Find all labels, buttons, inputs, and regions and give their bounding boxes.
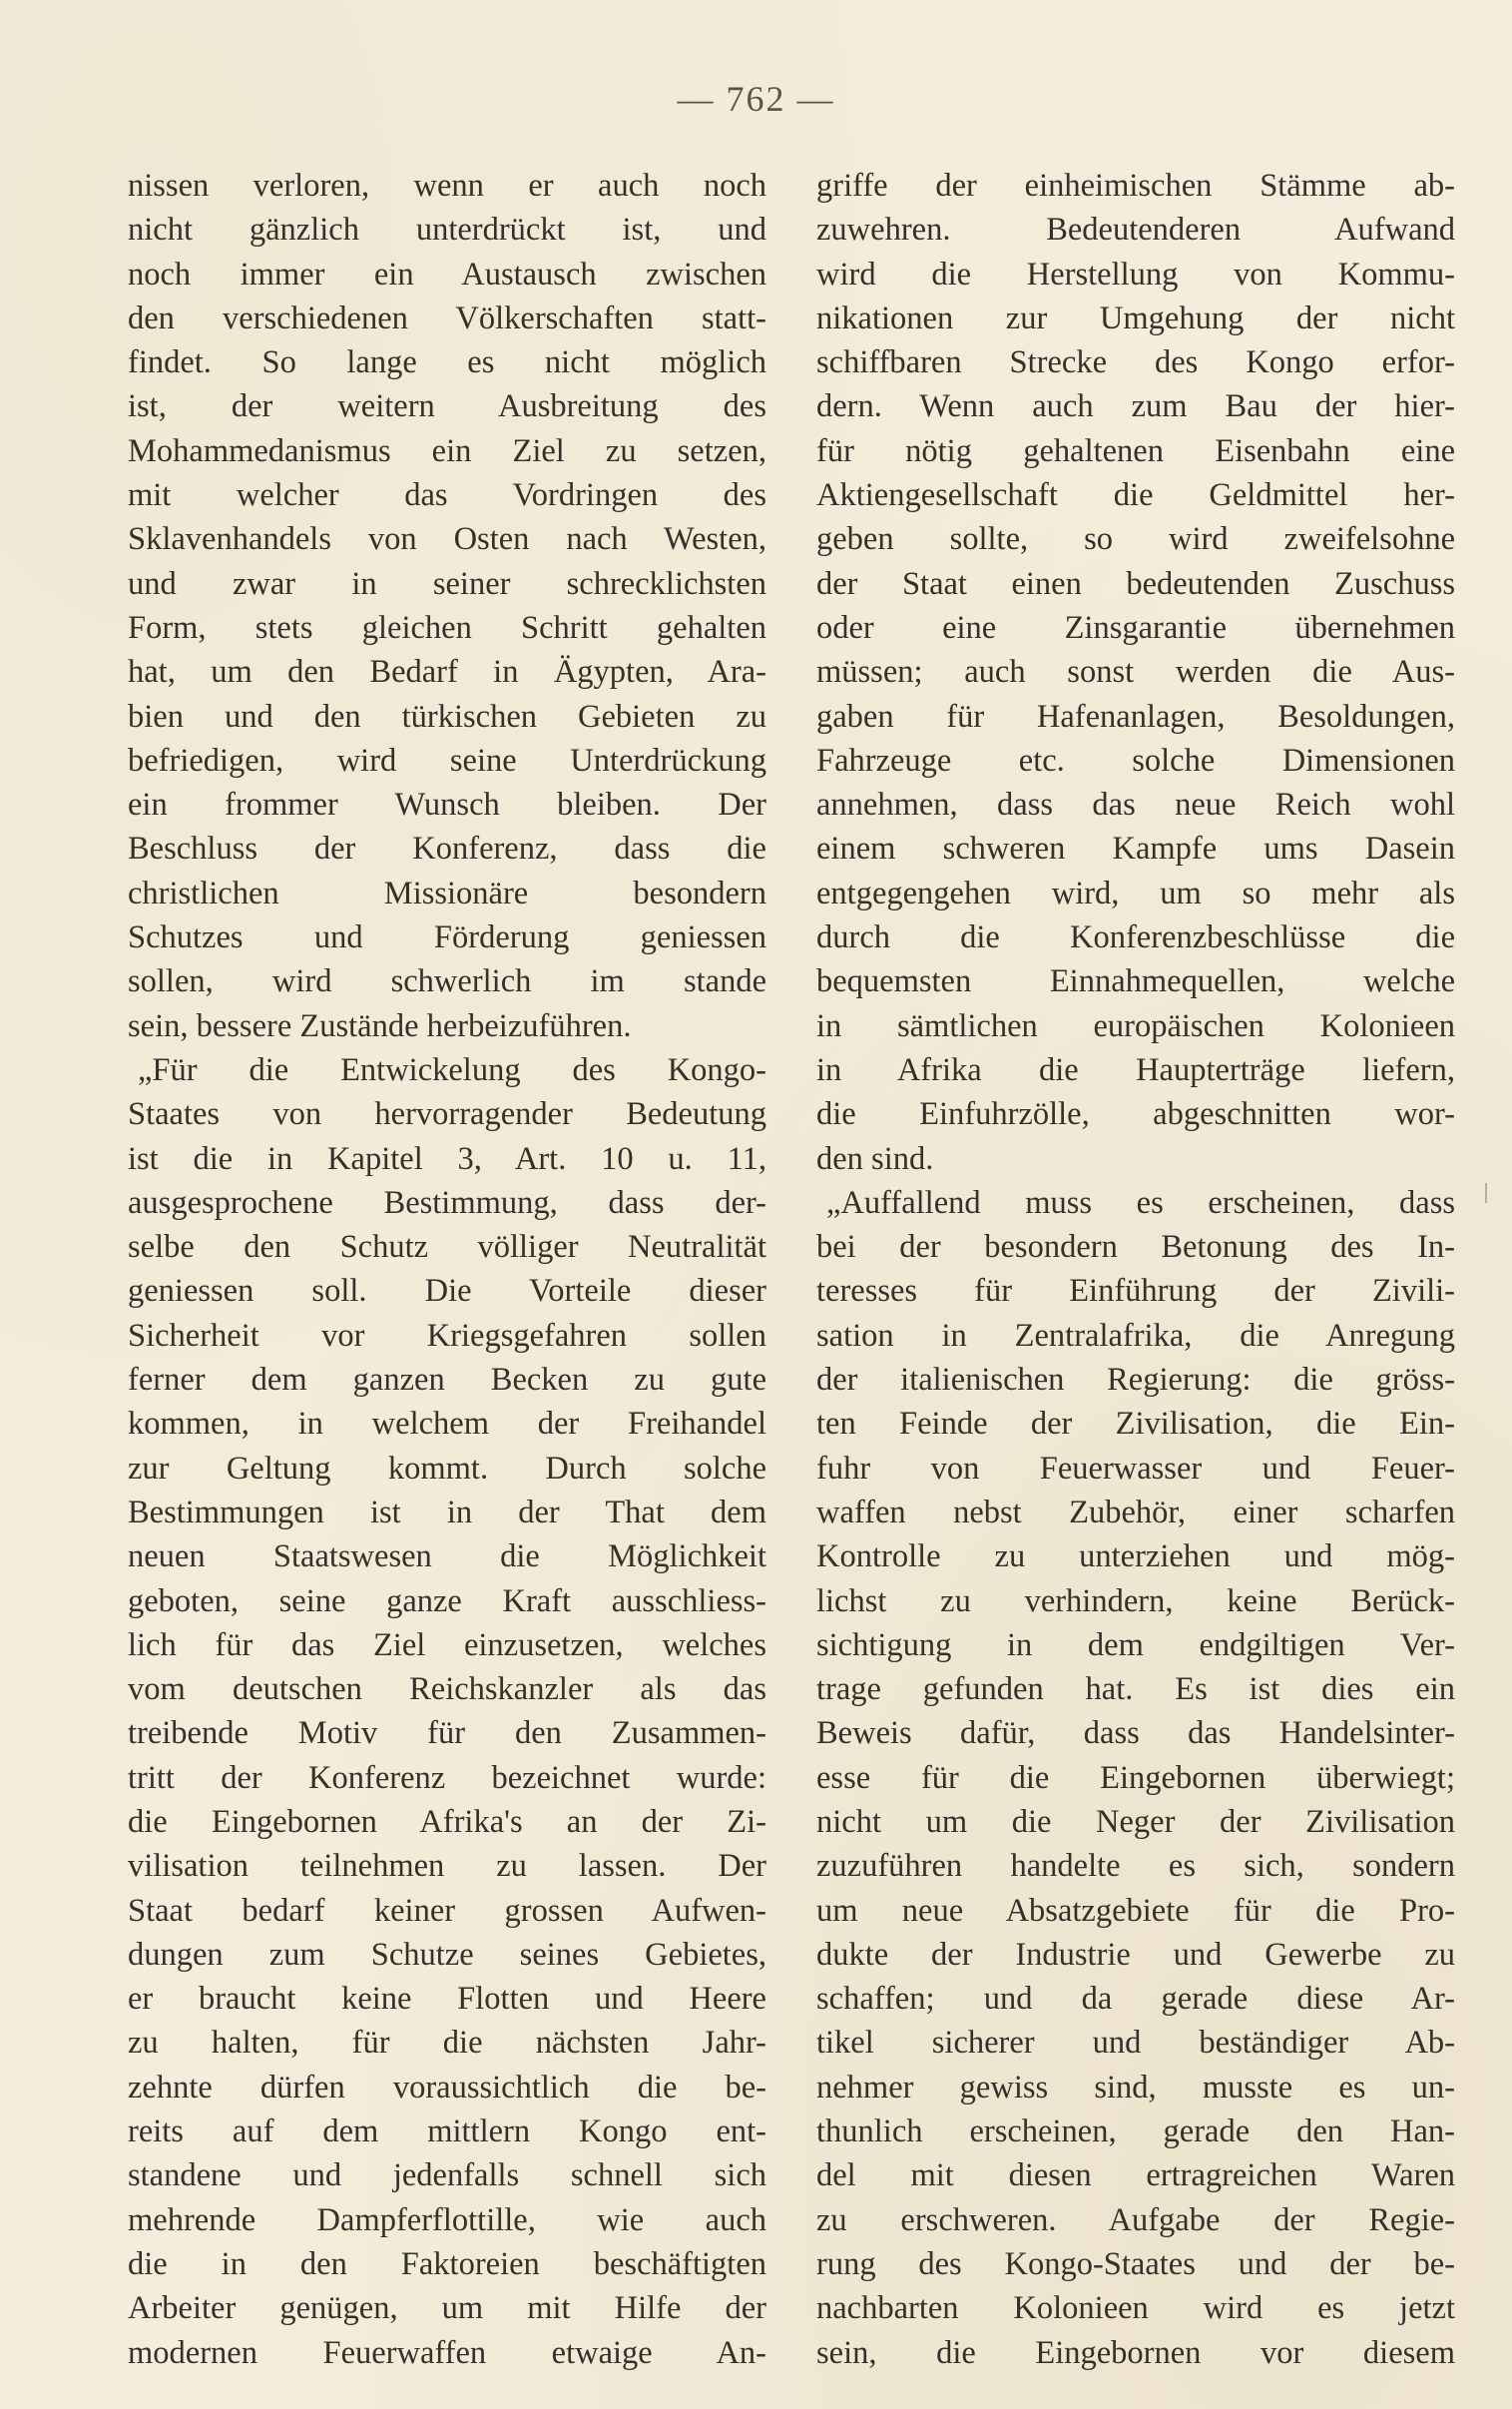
text-line: findet. So lange es nicht möglich — [128, 344, 766, 381]
text-line: bien und den türkischen Gebieten zu — [128, 698, 766, 735]
text-line: Mohammedanismus ein Ziel zu setzen, — [128, 432, 766, 469]
paragraph-start-line: „Auffallend muss es erscheinen, dass — [826, 1184, 1455, 1221]
text-line: trage gefunden hat. Es ist dies ein — [816, 1671, 1455, 1708]
text-line: standene und jedenfalls schnell sich — [128, 2157, 766, 2194]
text-line: in sämtlichen europäischen Kolonieen — [816, 1007, 1455, 1044]
text-line: zur Geltung kommt. Durch solche — [128, 1450, 766, 1487]
text-line: vilisation teilnehmen zu lassen. Der — [128, 1848, 766, 1885]
text-line: treibende Motiv für den Zusammen- — [128, 1715, 766, 1752]
text-line: tikel sicherer und beständiger Ab- — [816, 2025, 1455, 2062]
text-line: neuen Staatswesen die Möglichkeit — [128, 1538, 766, 1575]
text-line: zuwehren. Bedeutenderen Aufwand — [816, 212, 1455, 249]
text-line: mit welcher das Vordringen des — [128, 477, 766, 514]
text-line: Aktiengesellschaft die Geldmittel her- — [816, 477, 1455, 514]
text-line: sein, die Eingebornen vor diesem — [816, 2334, 1455, 2371]
text-line: sein, bessere Zustände herbeizuführen. — [128, 1007, 632, 1044]
text-line: rung des Kongo-Staates und der be- — [816, 2245, 1455, 2282]
text-line: Bestimmungen ist in der That dem — [128, 1494, 766, 1530]
text-line: Kontrolle zu unterziehen und mög- — [816, 1538, 1455, 1575]
text-line: zuzuführen handelte es sich, sondern — [816, 1848, 1455, 1885]
text-line: fuhr von Feuerwasser und Feuer- — [816, 1450, 1455, 1487]
text-line: schiffbaren Strecke des Kongo erfor- — [816, 344, 1455, 381]
text-line: nachbarten Kolonieen wird es jetzt — [816, 2290, 1455, 2327]
text-line: den sind. — [816, 1140, 934, 1177]
text-line: mehrende Dampferflottille, wie auch — [128, 2201, 766, 2238]
text-line: er braucht keine Flotten und Heere — [128, 1981, 766, 2018]
text-line: in Afrika die Haupterträge liefern, — [816, 1051, 1455, 1088]
text-line: für nötig gehaltenen Eisenbahn eine — [816, 432, 1455, 469]
text-line: ten Feinde der Zivilisation, die Ein- — [816, 1406, 1455, 1443]
text-line: noch immer ein Austausch zwischen — [128, 256, 766, 293]
text-line: Fahrzeuge etc. solche Dimensionen — [816, 742, 1455, 779]
text-line: del mit diesen ertragreichen Waren — [816, 2157, 1455, 2194]
text-line: Staates von hervorragender Bedeutung — [128, 1096, 766, 1133]
right-text-column — [816, 164, 1455, 2375]
text-line: bequemsten Einnahmequellen, welche — [816, 963, 1455, 1000]
text-line: modernen Feuerwaffen etwaige An- — [128, 2334, 766, 2371]
text-line: Beweis dafür, dass das Handelsinter- — [816, 1715, 1455, 1752]
text-line: oder eine Zinsgarantie übernehmen — [816, 609, 1455, 646]
text-line: nicht um die Neger der Zivilisation — [816, 1803, 1455, 1840]
text-line: vom deutschen Reichskanzler als das — [128, 1671, 766, 1708]
text-line: selbe den Schutz völliger Neutralität — [128, 1229, 766, 1266]
text-line: sichtigung in dem endgiltigen Ver- — [816, 1626, 1455, 1663]
text-line: lich für das Ziel einzusetzen, welches — [128, 1626, 766, 1663]
text-line: die Einfuhrzölle, abgeschnitten wor- — [816, 1096, 1455, 1133]
text-line: entgegengehen wird, um so mehr als — [816, 875, 1455, 911]
text-line: geniessen soll. Die Vorteile dieser — [128, 1273, 766, 1310]
text-line: ist, der weitern Ausbreitung des — [128, 388, 766, 425]
text-line: müssen; auch sonst werden die Aus- — [816, 654, 1455, 691]
text-line: teresses für Einführung der Zivili- — [816, 1273, 1455, 1310]
text-line: waffen nebst Zubehör, einer scharfen — [816, 1494, 1455, 1530]
text-line: nikationen zur Umgehung der nicht — [816, 300, 1455, 336]
text-line: tritt der Konferenz bezeichnet wurde: — [128, 1759, 766, 1796]
text-line: Staat bedarf keiner grossen Aufwen- — [128, 1892, 766, 1929]
text-line: zu erschweren. Aufgabe der Regie- — [816, 2201, 1455, 2238]
text-line: sollen, wird schwerlich im stande — [128, 963, 766, 1000]
left-text-column — [128, 164, 766, 2375]
page-number: — 762 — — [677, 79, 835, 119]
text-line: ist die in Kapitel 3, Art. 10 u. 11, — [128, 1140, 766, 1177]
text-line: annehmen, dass das neue Reich wohl — [816, 787, 1455, 824]
text-line: griffe der einheimischen Stämme ab- — [816, 168, 1455, 204]
text-line: nissen verloren, wenn er auch noch — [128, 168, 766, 204]
text-line: ein frommer Wunsch bleiben. Der — [128, 787, 766, 824]
text-line: der Staat einen bedeutenden Zuschuss — [816, 565, 1455, 602]
text-line: Sklavenhandels von Osten nach Westen, — [128, 521, 766, 558]
text-line: geben sollte, so wird zweifelsohne — [816, 521, 1455, 558]
text-line: nicht gänzlich unterdrückt ist, und — [128, 212, 766, 249]
text-line: ferner dem ganzen Becken zu gute — [128, 1362, 766, 1399]
text-line: dern. Wenn auch zum Bau der hier- — [816, 388, 1455, 425]
text-line: einem schweren Kampfe ums Dasein — [816, 831, 1455, 868]
text-line: bei der besondern Betonung des In- — [816, 1229, 1455, 1266]
text-line: kommen, in welchem der Freihandel — [128, 1406, 766, 1443]
text-line: befriedigen, wird seine Unterdrückung — [128, 742, 766, 779]
text-line: um neue Absatzgebiete für die Pro- — [816, 1892, 1455, 1929]
text-line: Form, stets gleichen Schritt gehalten — [128, 609, 766, 646]
text-line: die in den Faktoreien beschäftigten — [128, 2245, 766, 2282]
text-line: den verschiedenen Völkerschaften statt- — [128, 300, 766, 336]
text-line: ausgesprochene Bestimmung, dass der- — [128, 1184, 766, 1221]
text-line: thunlich erscheinen, gerade den Han- — [816, 2113, 1455, 2150]
text-line: wird die Herstellung von Kommu- — [816, 256, 1455, 293]
text-line: schaffen; und da gerade diese Ar- — [816, 1981, 1455, 2018]
text-line: der italienischen Regierung: die gröss- — [816, 1362, 1455, 1399]
text-line: dukte der Industrie und Gewerbe zu — [816, 1936, 1455, 1973]
margin-mark — [1485, 1183, 1487, 1203]
text-line: durch die Konferenzbeschlüsse die — [816, 919, 1455, 956]
text-line: sation in Zentralafrika, die Anregung — [816, 1317, 1455, 1354]
text-line: esse für die Eingebornen überwiegt; — [816, 1759, 1455, 1796]
text-line: gaben für Hafenanlagen, Besoldungen, — [816, 698, 1455, 735]
text-line: Schutzes und Förderung geniessen — [128, 919, 766, 956]
text-line: die Eingebornen Afrika's an der Zi- — [128, 1803, 766, 1840]
paragraph-start-line: „Für die Entwickelung des Kongo- — [138, 1051, 766, 1088]
text-line: reits auf dem mittlern Kongo ent- — [128, 2113, 766, 2150]
text-line: christlichen Missionäre besondern — [128, 875, 766, 911]
text-line: Arbeiter genügen, um mit Hilfe der — [128, 2290, 766, 2327]
text-line: hat, um den Bedarf in Ägypten, Ara- — [128, 654, 766, 691]
text-line: zehnte dürfen voraussichtlich die be- — [128, 2069, 766, 2106]
text-line: Beschluss der Konferenz, dass die — [128, 831, 766, 868]
text-line: geboten, seine ganze Kraft ausschliess- — [128, 1582, 766, 1619]
text-line: nehmer gewiss sind, musste es un- — [816, 2069, 1455, 2106]
text-line: Sicherheit vor Kriegsgefahren sollen — [128, 1317, 766, 1354]
text-line: und zwar in seiner schrecklichsten — [128, 565, 766, 602]
text-line: dungen zum Schutze seines Gebietes, — [128, 1936, 766, 1973]
text-line: zu halten, für die nächsten Jahr- — [128, 2025, 766, 2062]
text-line: lichst zu verhindern, keine Berück- — [816, 1582, 1455, 1619]
